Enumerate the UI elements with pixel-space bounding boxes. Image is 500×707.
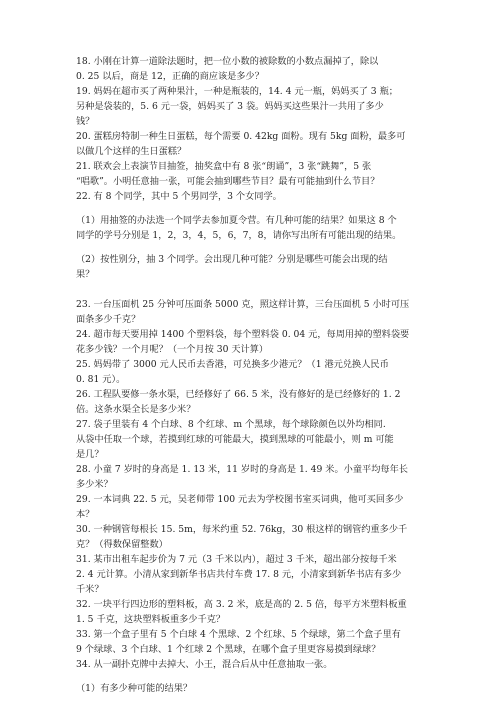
- spacer: [76, 672, 434, 681]
- problem-28-line-2: 多少米？: [76, 479, 113, 490]
- problem-31-line-2: 2. 4 元计算。小清从家到新华书店共付车费 17. 8 元，小清家到新华书店有多少: [76, 569, 402, 580]
- problem-21-line-1: 21. 联欢会上表演节目抽签，抽奖盒中有 8 张“朗诵”，3 张“跳舞”，5 张: [76, 161, 372, 172]
- problem-32-line-2: 1. 5 千克，这块塑料板重多少千克？: [76, 614, 226, 625]
- problem-23-line-1: 23. 一台压面机 25 分钟可压面条 5000 克，照这样计算，三台压面机 5 小时可压: [76, 299, 410, 310]
- problem-list: [76, 54, 434, 696]
- problem-27-line-1: 27. 袋子里装有 4 个白球、8 个红球、m 个黑球，每个球除颜色以外均相同.: [76, 419, 386, 430]
- problem-27-line-3: 是几？: [76, 449, 104, 460]
- problem-24-line-2: 花多少钱？一个月呢？（一个月按 30 天计算）: [76, 344, 269, 355]
- problem-21-line-2: “唱歌”。小明任意抽一张，可能会抽到哪些节目？最有可能抽到什么节目？: [76, 176, 380, 187]
- problem-22-part-1-line-1: （1）用抽签的办法选一个同学去参加夏令营。有几种可能的结果？如果这 8 个: [76, 215, 397, 226]
- problem-19-line-3: 钱？: [76, 116, 95, 127]
- problem-22-line-1: 22. 有 8 个同学，其中 5 个男同学，3 个女同学。: [76, 191, 282, 202]
- problem-19-line-1: 19. 妈妈在超市买了两种果汁，一种是瓶装的，14. 4 元一瓶，妈妈买了 3 瓶；: [76, 86, 398, 97]
- problem-26-line-1: 26. 工程队要修一条水渠，已经修好了 66. 5 米，没有修好的是已经修好的 1. 2: [76, 389, 401, 400]
- problem-25-line-1: 25. 妈妈带了 3000 元人民币去香港，可兑换多少港元？（1 港元兑换人民币: [76, 359, 389, 370]
- problem-28-line-1: 28. 小童 7 岁时的身高是 1. 13 米，11 岁时的身高是 1. 49 米。小童平均每年长: [76, 464, 408, 475]
- problem-31-line-1: 31. 某市出租车起步价为 7 元（3 千米以内），超过 3 千米，超出部分按每千米: [76, 554, 397, 565]
- problem-27-line-2: 从袋中任取一个球，若摸到红球的可能最大，摸到黑球的可能最小，则 m 可能: [76, 434, 394, 445]
- problem-33-line-1: 33. 第一个盒子里有 5 个白球 4 个黑球、2 个红球、5 个绿球，第二个盒子里有: [76, 629, 401, 640]
- problem-31-line-3: 千米？: [76, 584, 104, 595]
- problem-30-line-2: 克？（得数保留整数）: [76, 539, 168, 550]
- problem-20-line-1: 20. 蛋糕房特制一种生日蛋糕，每个需要 0. 42kg 面粉。现有 5kg 面粉，最多可: [76, 131, 406, 142]
- problem-22-part-2-line-1: （2）按性别分，抽 3 个同学。会出现几种可能？分别是哪些可能会出现的结: [76, 254, 388, 265]
- problem-30-line-1: 30. 一种钢管每根长 15. 5m，每米约重 52. 76kg，30 根这样的钢管约重多少千: [76, 524, 408, 535]
- problem-26-line-2: 倍。这条水渠全长是多少米？: [76, 404, 196, 415]
- spacer: [76, 243, 434, 252]
- spacer: [76, 282, 434, 297]
- problem-29-line-1: 29. 一本词典 22. 5 元，吴老师带 100 元去为学校图书室买词典，他可买回多少: [76, 494, 404, 505]
- problem-20-line-2: 以做几个这样的生日蛋糕？: [76, 146, 187, 157]
- spacer: [76, 204, 434, 213]
- problem-24-line-1: 24. 超市每天要用掉 1400 个塑料袋，每个塑料袋 0. 04 元，每周用掉的塑料袋要: [76, 329, 410, 340]
- problem-18-line-1: 18. 小刚在计算一道除法题时，把一位小数的被除数的小数点漏掉了，除以: [76, 56, 379, 67]
- problem-23-line-2: 面条多少千克？: [76, 314, 141, 325]
- problem-29-line-2: 本？: [76, 509, 95, 520]
- problem-34-part-1-line-1: （1）有多少种可能的结果？: [76, 683, 193, 694]
- problem-25-line-2: 0. 81 元）。: [76, 374, 126, 385]
- problem-22-part-2-line-2: 果？: [76, 269, 95, 280]
- problem-18-line-2: 0. 25 以后，商是 12，正确的商应该是多少？: [76, 71, 264, 82]
- problem-19-line-2: 另种是袋装的，5. 6 元一袋，妈妈买了 3 袋。妈妈买这些果汁一共用了多少: [76, 101, 384, 112]
- problem-32-line-1: 32. 一块平行四边形的塑料板，高 3. 2 米，底是高的 2. 5 倍，每平方米塑料板重: [76, 599, 407, 610]
- problem-33-line-2: 9 个绿球、3 个白球、1 个红球 2 个黑球，在哪个盒子里更容易摸到绿球？: [76, 644, 381, 655]
- problem-22-part-1-line-2: 同学的学号分别是 1，2，3，4，5，6，7，8，请你写出所有可能出现的结果。: [76, 230, 402, 241]
- problem-34-line-1: 34. 从一副扑克牌中去掉大、小王，混合后从中任意抽取一张。: [76, 659, 333, 670]
